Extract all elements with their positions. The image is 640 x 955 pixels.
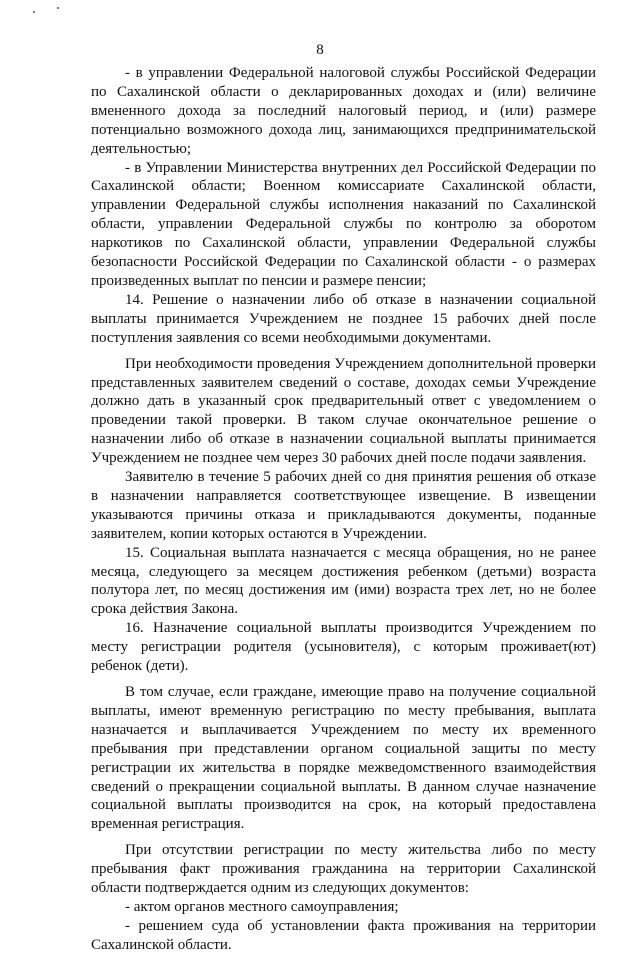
paragraph-interior-ministry: - в Управлении Министерства внутренних дел Российской Федерации по Сахалинской области; Военном комиссариате Сахалинской области, управлении Федеральной службы исполнения наказаний по Сахалинской области, управлении Федеральной службы по контролю за оборотом наркотиков по Сахалинской области, управлении Федеральной службы безопасности Российской Федерации по Сахалинской области - о размерах произведенных выплат по пенсии и размере пенсии;: [91, 159, 596, 289]
paragraph-temporary-registration: В том случае, если граждане, имеющие право на получение социальной выплаты, имеют временную регистрацию по месту пребывания, выплата назначается и выплачивается Учреждением по месту их временного пребывания при представлении органом социальной защиты по месту регистрации их жительства в порядке межведомственного взаимодействия сведений о прекращении социальной выплаты. В данном случае назначение социальной выплаты производится на срок, на который предоставлена временная регистрация.: [91, 684, 596, 833]
paragraph-tax-service: - в управлении Федеральной налоговой службы Российской Федерации по Сахалинской области о декларированных доходах и (или) величине вмененного дохода за последний налоговый период, и (или) размере потенциально возможного дохода лиц, занимающихся предпринимательской деятельностью;: [91, 65, 596, 157]
paragraph-no-registration: При отсутствии регистрации по месту жительства либо по месту пребывания факт проживания гражданина на территории Сахалинской области подтверждается одним из следующих документов:: [91, 842, 596, 897]
document-body: [91, 64, 596, 955]
paragraph-refusal-notice: Заявителю в течение 5 рабочих дней со дня принятия решения об отказе в назначении направляется соответствующее извещение. В извещении указываются причины отказа и прикладываются документы, поданные заявителем, копии которых остаются в Учреждении.: [91, 469, 596, 542]
paragraph-14-decision: 14. Решение о назначении либо об отказе в назначении социальной выплаты принимается Учреждением не позднее 15 рабочих дней после поступления заявления со всеми необходимыми документами.: [91, 291, 596, 346]
paragraph-additional-check: При необходимости проведения Учреждением дополнительной проверки представленных заявителем сведений о составе, доходах семьи Учреждение должно дать в указанный срок предварительный ответ с уведомлением о проведении такой проверки. В таком случае окончательное решение о назначении либо об отказе в назначении социальной выплаты принимается Учреждением не позднее чем через 30 рабочих дней после подачи заявления.: [91, 355, 596, 467]
list-item-court-decision: - решением суда об установлении факта проживания на территории Сахалинской области.: [91, 917, 596, 953]
page-number: 8: [316, 42, 324, 58]
paragraph-15-assignment-period: 15. Социальная выплата назначается с месяца обращения, но не ранее месяца, следующего за месяцем достижения ребенком (детьми) возраста полутора лет, по месяц достижения им (ими) возраста трех лет, но не более срока действия Закона.: [91, 544, 596, 618]
scan-speck: [33, 11, 35, 13]
list-item-municipal-act: - актом органов местного самоуправления;: [125, 898, 399, 915]
scan-speck: [57, 7, 59, 9]
paragraph-16-registration: 16. Назначение социальной выплаты производится Учреждением по месту регистрации родителя (усыновителя), с которым проживает(ют) ребенок (дети).: [91, 620, 596, 675]
